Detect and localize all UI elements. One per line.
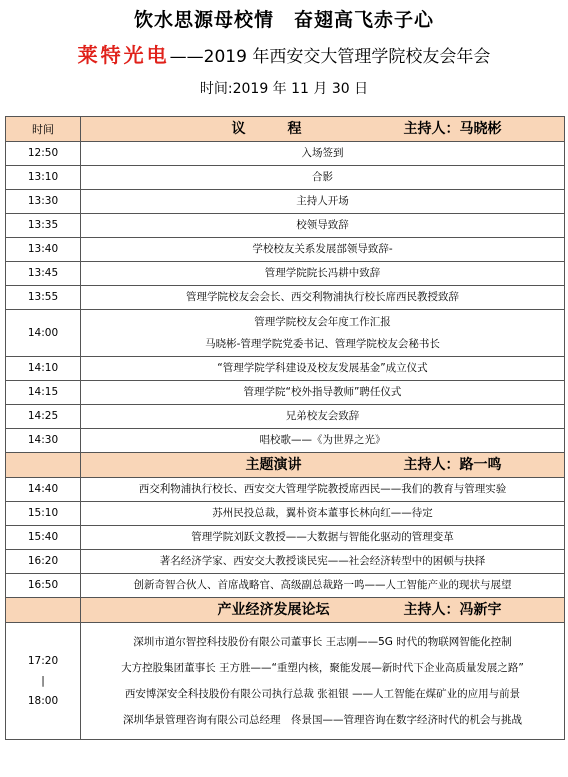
table-row	[6, 357, 565, 381]
row-time: 15:40	[6, 526, 81, 550]
row-time: 14:30	[6, 429, 81, 453]
row-time: 13:10	[6, 166, 81, 190]
event-name: ——2019 年西安交大管理学院校友会年会	[169, 47, 491, 67]
row-time: 14:10	[6, 357, 81, 381]
keynote-header-row	[6, 453, 565, 478]
slogan-title: 饮水思源母校情 奋翅高飞赤子心	[133, 9, 434, 31]
agenda-table	[5, 116, 565, 740]
section-header-cell	[81, 598, 565, 623]
table-row	[6, 526, 565, 550]
row-text: 合影	[81, 166, 565, 190]
row-time: 15:10	[6, 502, 81, 526]
row-text: 管理学院刘跃文教授——大数据与智能化驱动的管理变革	[81, 526, 565, 550]
forum-item: 深圳华景管理咨询有限公司总经理 佟景国——管理咨询在数字经济时代的机会与挑战	[123, 714, 522, 726]
event-date: 时间:2019 年 11 月 30 日	[199, 81, 369, 97]
forum-time-end: 18:00	[27, 695, 59, 707]
row-text: 马晓彬-管理学院党委书记、管理学院校友会秘书长	[205, 338, 440, 350]
row-time: 14:25	[6, 405, 81, 429]
forum-header-row	[6, 598, 565, 623]
row-time: 12:50	[6, 142, 81, 166]
table-row	[6, 166, 565, 190]
row-text: 校领导致辞	[81, 214, 565, 238]
table-row	[6, 286, 565, 310]
section-host: 主持人：路一鸣	[403, 456, 502, 473]
section-time-header	[6, 598, 81, 623]
event-title	[0, 39, 568, 68]
table-row	[6, 502, 565, 526]
row-time: 13:40	[6, 238, 81, 262]
row-time: 16:20	[6, 550, 81, 574]
agenda-header-row	[6, 117, 565, 142]
row-time: 13:30	[6, 190, 81, 214]
row-text: 学校校友关系发展部领导致辞-	[81, 238, 565, 262]
section-title: 产业经济发展论坛	[217, 601, 330, 618]
section-host: 主持人：马晓彬	[403, 120, 502, 137]
row-text: 唱校歌——《为世界之光》	[81, 429, 565, 453]
table-row	[6, 214, 565, 238]
table-row	[6, 262, 565, 286]
section-time-header: 时间	[6, 117, 81, 142]
table-row	[6, 574, 565, 598]
forum-item: 西安博深安全科技股份有限公司执行总裁 张祖银 ——人工智能在煤矿业的应用与前景	[124, 688, 521, 700]
section-title: 主题演讲	[245, 456, 302, 473]
table-row	[6, 429, 565, 453]
row-time: 13:35	[6, 214, 81, 238]
table-row	[6, 238, 565, 262]
row-time: 13:55	[6, 286, 81, 310]
row-text: 管理学院院长冯耕中致辞	[81, 262, 565, 286]
brand-name: 莱特光电	[77, 43, 170, 67]
forum-item: 深圳市道尔智控科技股份有限公司董事长 王志刚——5G 时代的物联网智能化控制	[133, 636, 512, 648]
row-time: 14:00	[6, 310, 81, 357]
row-time: 14:15	[6, 381, 81, 405]
row-content	[81, 310, 565, 357]
table-row	[6, 190, 565, 214]
row-text: “管理学院学科建设及校友发展基金”成立仪式	[81, 357, 565, 381]
row-text: 入场签到	[81, 142, 565, 166]
section-header-cell	[81, 453, 565, 478]
row-text: 管理学院校友会会长、西交利物浦执行校长席西民教授致辞	[81, 286, 565, 310]
row-text: 著名经济学家、西安交大教授谈民宪——社会经济转型中的困顿与抉择	[81, 550, 565, 574]
forum-time	[6, 623, 81, 740]
table-row	[6, 478, 565, 502]
forum-time-start: 17:20	[27, 655, 59, 667]
table-row	[6, 550, 565, 574]
table-row	[6, 405, 565, 429]
section-time-header	[6, 453, 81, 478]
row-text: 创新奇智合伙人、首席战略官、高级副总裁路一鸣——人工智能产业的现状与展望	[81, 574, 565, 598]
row-text: 兄弟校友会致辞	[81, 405, 565, 429]
section-header-cell	[81, 117, 565, 142]
forum-row	[6, 623, 565, 740]
row-text: 管理学院校友会年度工作汇报	[254, 316, 391, 328]
table-row	[6, 310, 565, 357]
section-host: 主持人：冯新宇	[403, 601, 502, 618]
section-title: 议 程	[231, 120, 316, 137]
row-time: 13:45	[6, 262, 81, 286]
table-row	[6, 381, 565, 405]
row-time: 14:40	[6, 478, 81, 502]
row-time: 16:50	[6, 574, 81, 598]
row-text: 管理学院“校外指导教师”聘任仪式	[81, 381, 565, 405]
forum-time-separator: |	[41, 675, 45, 687]
row-text: 苏州民投总裁，翼朴资本董事长林向红——待定	[81, 502, 565, 526]
row-text: 西交利物浦执行校长、西安交大管理学院教授席西民——我们的教育与管理实验	[81, 478, 565, 502]
row-text: 主持人开场	[81, 190, 565, 214]
forum-items	[81, 623, 565, 740]
table-row	[6, 142, 565, 166]
forum-item: 大方控股集团董事长 王方胜——“重塑内核，聚能发展—新时代下企业高质量发展之路”	[121, 662, 524, 674]
